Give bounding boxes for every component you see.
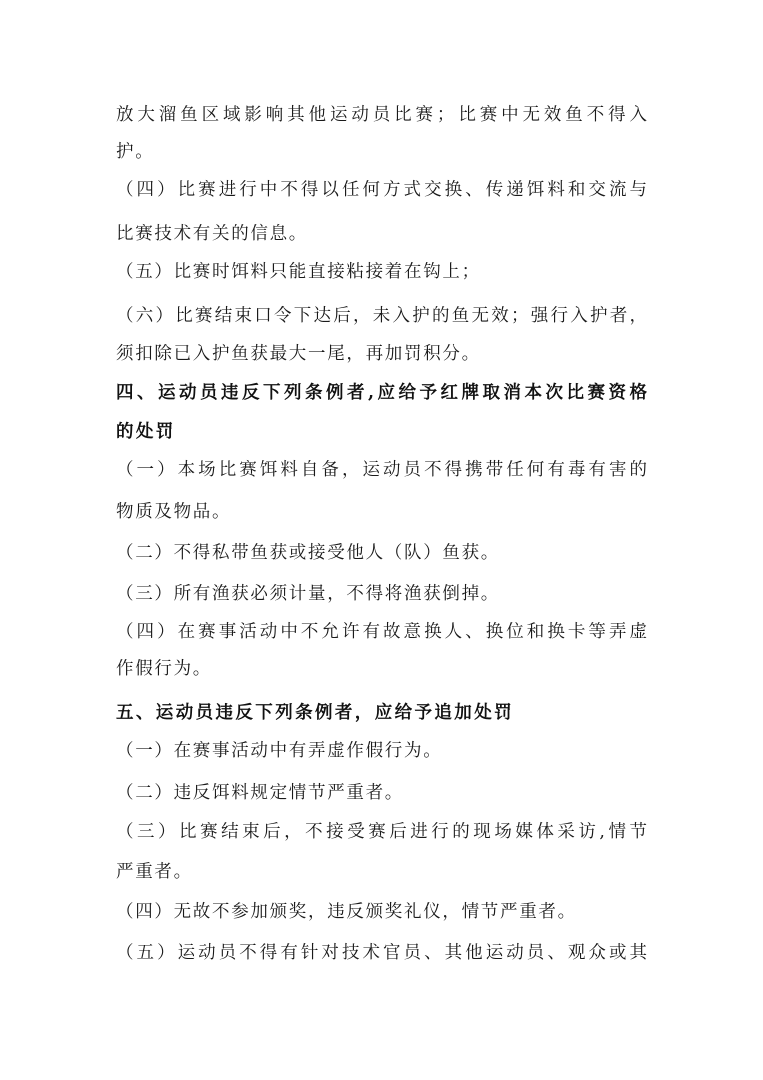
section-heading: 的处罚 — [116, 422, 176, 442]
body-line: 护。 — [116, 142, 155, 162]
body-line: （四）在赛事活动中不允许有故意换人、换位和换卡等弄虚 — [116, 622, 647, 642]
body-line: （四）无故不参加颁奖，违反颁奖礼仪，情节严重者。 — [116, 902, 577, 922]
body-line: （三）比赛结束后，不接受赛后进行的现场媒体采访,情节 — [116, 822, 647, 842]
body-line: （二）违反饵料规定情节严重者。 — [116, 783, 404, 803]
body-line: （二）不得私带鱼获或接受他人（队）鱼获。 — [116, 543, 500, 563]
body-line: 物质及物品。 — [116, 502, 232, 522]
body-line: （五）比赛时饵料只能直接粘接着在钩上； — [116, 262, 481, 282]
body-line: 须扣除已入护鱼获最大一尾，再加罚积分。 — [116, 344, 481, 364]
body-line: （五）运动员不得有针对技术官员、其他运动员、观众或其 — [116, 943, 647, 963]
body-line: （一）本场比赛饵料自备，运动员不得携带任何有毒有害的 — [116, 460, 647, 480]
body-line: （一）在赛事活动中有弄虚作假行为。 — [116, 741, 443, 761]
body-line: 比赛技术有关的信息。 — [116, 224, 308, 244]
section-heading: 五、运动员违反下列条例者，应给予追加处罚 — [116, 703, 514, 723]
body-line: 放大溜鱼区域影响其他运动员比赛；比赛中无效鱼不得入 — [116, 105, 647, 125]
body-line: 严重者。 — [116, 862, 193, 882]
body-line: （四）比赛进行中不得以任何方式交换、传递饵料和交流与 — [116, 180, 647, 200]
body-line: 作假行为。 — [116, 659, 212, 679]
section-heading: 四、运动员违反下列条例者,应给予红牌取消本次比赛资格 — [116, 383, 647, 403]
body-line: （六）比赛结束口令下达后，未入护的鱼无效；强行入护者， — [116, 306, 647, 326]
body-line: （三）所有渔获必须计量，不得将渔获倒掉。 — [116, 584, 500, 604]
